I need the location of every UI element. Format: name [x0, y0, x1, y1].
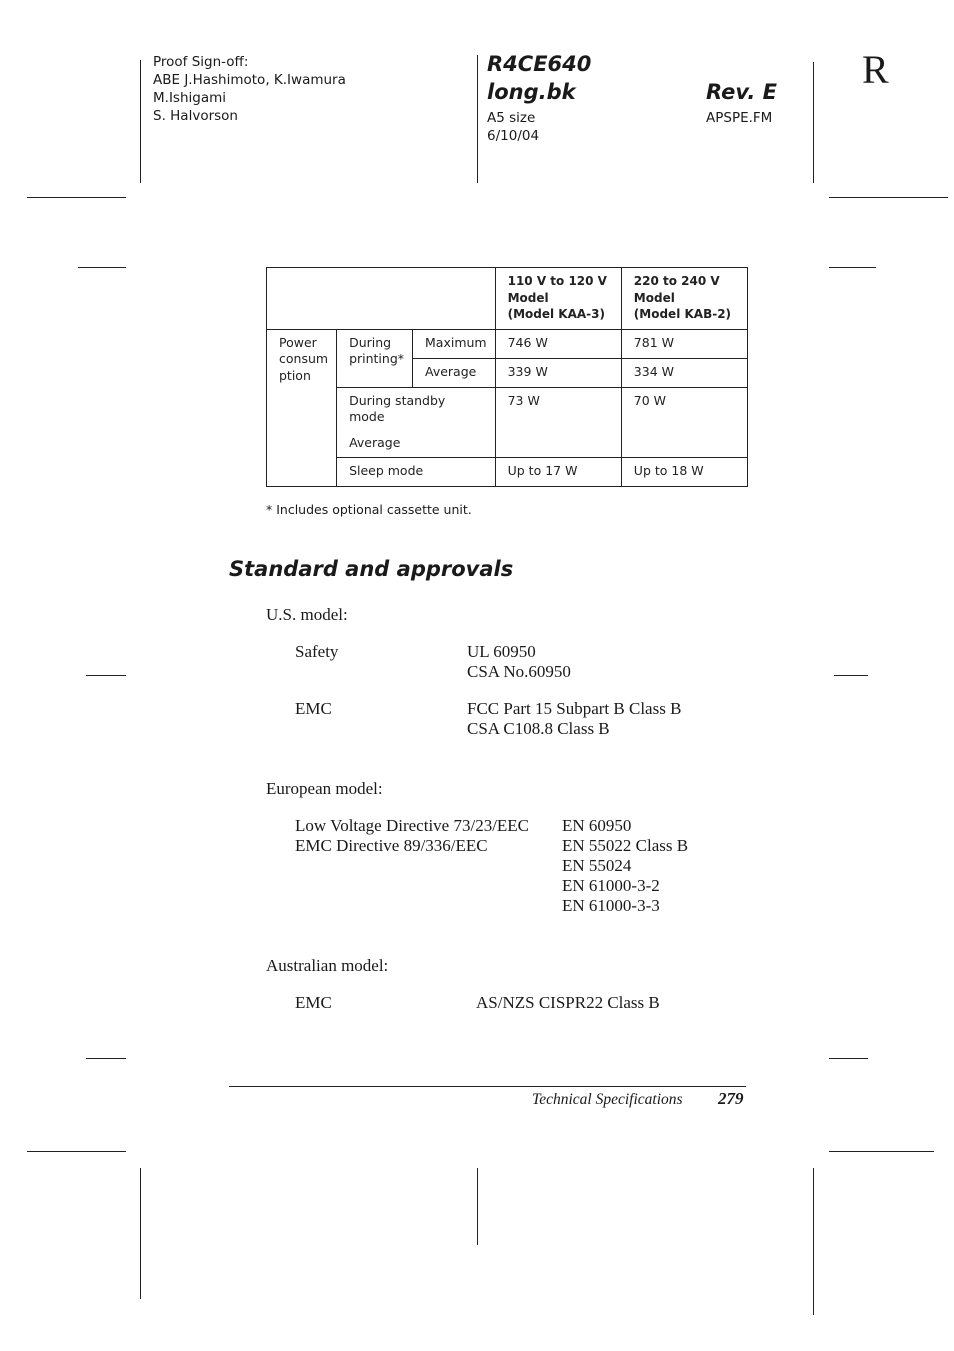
crop-mark [477, 1168, 478, 1245]
proof-line: Proof Sign-off: [153, 54, 249, 70]
table-cell: Up to 18 W [621, 458, 747, 487]
us-safety-value: CSA No.60950 [467, 662, 571, 681]
crop-mark [813, 1168, 814, 1315]
revision: Rev. E [706, 80, 777, 104]
proof-line: S. Halvorson [153, 108, 238, 124]
power-consumption-table [266, 267, 748, 487]
table-header-empty [267, 268, 496, 330]
eu-lvd-value: EN 60950 [562, 816, 632, 835]
us-model-heading: U.S. model: [266, 605, 348, 624]
crop-mark [829, 1058, 868, 1059]
us-emc-value: CSA C108.8 Class B [467, 719, 610, 738]
maximum-label: Maximum [413, 329, 496, 358]
corner-letter: R [862, 47, 889, 92]
proof-signoff [153, 53, 346, 125]
doc-code: R4CE640 [487, 52, 592, 76]
au-emc-label: EMC [295, 993, 332, 1012]
us-safety-value: UL 60950 [467, 642, 536, 661]
european-model-heading: European model: [266, 779, 383, 798]
crop-mark [834, 675, 868, 676]
table-cell: 746 W [495, 329, 621, 358]
eu-emc-value: EN 61000-3-3 [562, 896, 660, 915]
au-emc-value: AS/NZS CISPR22 Class B [476, 993, 660, 1012]
crop-mark [829, 197, 948, 198]
table-footnote: * Includes optional cassette unit. [266, 502, 472, 517]
crop-mark [813, 62, 814, 183]
section-title: Standard and approvals [229, 557, 514, 581]
eu-emc-value: EN 55024 [562, 856, 632, 875]
table-header-kab2: 220 to 240 V Model (Model KAB-2) [621, 268, 747, 330]
doc-file: long.bk [487, 80, 576, 104]
file-name: APSPE.FM [706, 110, 773, 126]
proof-line: M.Ishigami [153, 90, 227, 106]
sleep-label: Sleep mode [337, 458, 496, 487]
crop-mark [140, 1168, 141, 1299]
eu-emc-label: EMC Directive 89/336/EEC [295, 836, 488, 855]
table-header-row [267, 268, 748, 330]
footer-rule [229, 1086, 746, 1087]
eu-emc-value: EN 61000-3-2 [562, 876, 660, 895]
crop-mark [829, 1151, 934, 1152]
during-printing-label: During printing* [337, 329, 413, 387]
standby-label: During standby mode Average [337, 387, 496, 458]
table-cell: 781 W [621, 329, 747, 358]
table-cell: 334 W [621, 358, 747, 387]
crop-mark [477, 55, 478, 183]
row-group-label: Power consum ption [267, 329, 337, 487]
eu-lvd-label: Low Voltage Directive 73/23/EEC [295, 816, 530, 835]
crop-mark [78, 267, 126, 268]
table-cell: Up to 17 W [495, 458, 621, 487]
table-row [267, 329, 748, 358]
doc-date: 6/10/04 [487, 128, 540, 144]
crop-mark [140, 60, 141, 183]
table-row [267, 458, 748, 487]
table-cell: 70 W [621, 387, 747, 458]
crop-mark [27, 1151, 126, 1152]
table-cell: 339 W [495, 358, 621, 387]
footer-title: Technical Specifications [532, 1091, 683, 1108]
crop-mark [86, 675, 126, 676]
proof-line: ABE J.Hashimoto, K.Iwamura [153, 72, 346, 88]
table-header-kaa3: 110 V to 120 V Model (Model KAA-3) [495, 268, 621, 330]
crop-mark [27, 197, 126, 198]
table-cell: 73 W [495, 387, 621, 458]
table-row [267, 387, 748, 458]
average-label: Average [413, 358, 496, 387]
crop-mark [829, 267, 876, 268]
eu-emc-value: EN 55022 Class B [562, 836, 689, 855]
page-number: 279 [718, 1089, 744, 1108]
crop-mark [86, 1058, 126, 1059]
australian-model-heading: Australian model: [266, 956, 389, 975]
us-safety-label: Safety [295, 642, 339, 661]
us-emc-value: FCC Part 15 Subpart B Class B [467, 699, 682, 718]
us-emc-label: EMC [295, 699, 332, 718]
page-size: A5 size [487, 110, 536, 126]
